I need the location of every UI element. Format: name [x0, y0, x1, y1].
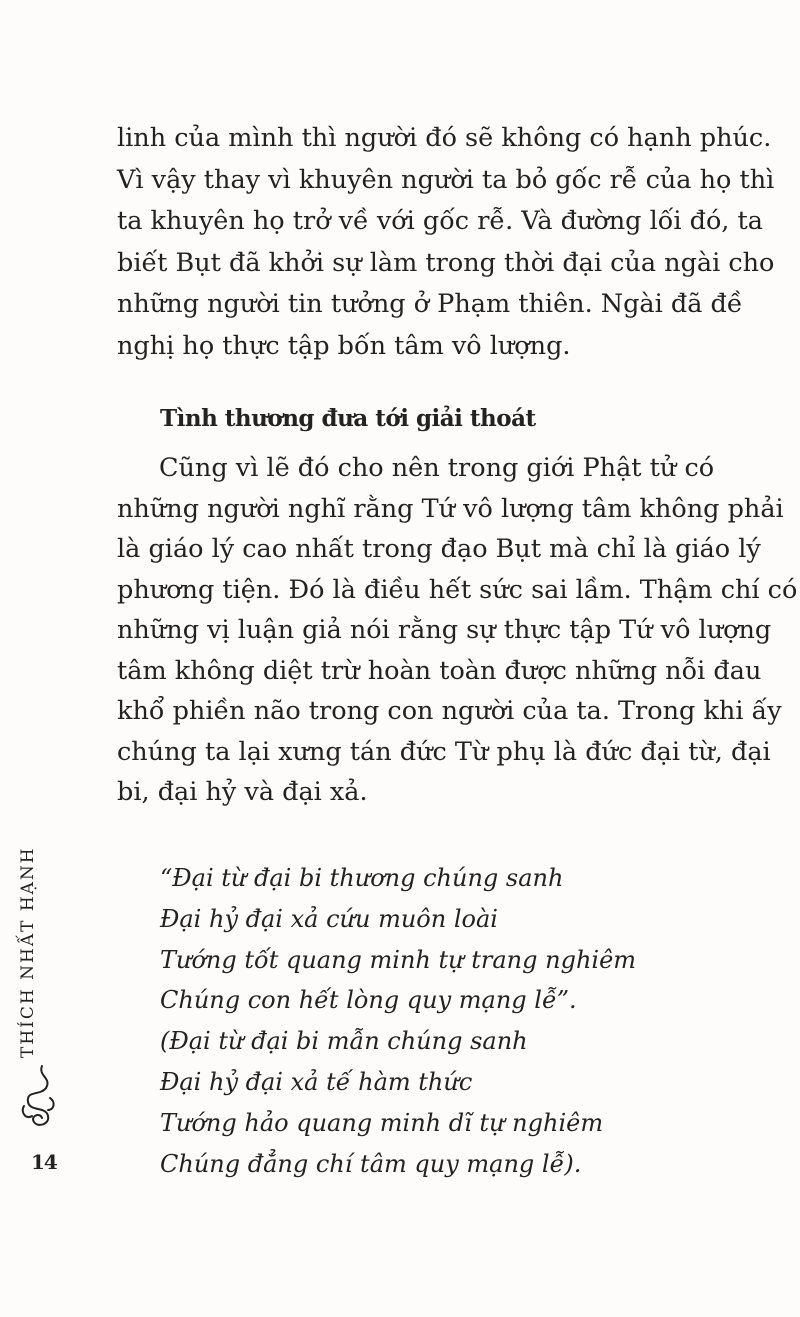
verse-line: “Đại từ đại bi thương chúng sanh: [160, 864, 564, 892]
body-paragraph-1: [117, 118, 775, 367]
verse-line: Tướng hảo quang minh dĩ tự nghiêm: [160, 1108, 604, 1137]
paragraph-line: phương tiện. Đó là điều hết sức sai lầm. Thậm chí có: [117, 574, 798, 605]
paragraph-line: là giáo lý cao nhất trong đạo Bụt mà chỉ là giáo lý: [117, 534, 761, 564]
verse-line: Đại hỷ đại xả cứu muôn loài: [160, 904, 498, 933]
page-number: 14: [31, 1150, 57, 1174]
paragraph-line: những người nghĩ rằng Tứ vô lượng tâm không phải: [117, 493, 784, 524]
cloud-ornament-icon: [18, 1062, 62, 1136]
running-title: THÍCH NHẤT HẠNH: [18, 846, 38, 1058]
paragraph-line: khổ phiền não trong con người của ta. Trong khi ấy: [117, 696, 782, 726]
paragraph-line: nghị họ thực tập bốn tâm vô lượng.: [117, 330, 571, 361]
paragraph-line: Cũng vì lẽ đó cho nên trong giới Phật tử có: [159, 453, 715, 483]
paragraph-line: chúng ta lại xưng tán đức Từ phụ là đức đại từ, đại: [117, 736, 771, 767]
paragraph-line: những vị luận giả nói rằng sự thực tập Tứ vô lượng: [117, 615, 772, 645]
paragraph-line: Vì vậy thay vì khuyên người ta bỏ gốc rễ của họ thì: [117, 164, 775, 195]
verse-line: (Đại từ đại bi mẫn chúng sanh: [160, 1027, 528, 1056]
verse-line: Chúng con hết lòng quy mạng lễ”.: [160, 986, 577, 1015]
paragraph-line: những người tin tưởng ở Phạm thiên. Ngài đã đề: [117, 289, 743, 319]
body-paragraph-2: [117, 448, 798, 813]
verse-block: [160, 858, 636, 1184]
paragraph-line: bi, đại hỷ và đại xả.: [117, 777, 368, 807]
paragraph-line: biết Bụt đã khởi sự làm trong thời đại của ngài cho: [117, 247, 775, 278]
verse-line: Chúng đẳng chí tâm quy mạng lễ).: [160, 1149, 582, 1178]
verse-line: Đại hỷ đại xả tế hàm thức: [160, 1067, 473, 1096]
paragraph-line: linh của mình thì người đó sẽ không có hạnh phúc.: [117, 123, 772, 153]
verse-line: Tướng tốt quang minh tự trang nghiêm: [160, 945, 637, 974]
section-heading: Tình thương đưa tới giải thoát: [160, 405, 536, 432]
paragraph-line: tâm không diệt trừ hoàn toàn được những nỗi đau: [117, 655, 762, 686]
paragraph-line: ta khuyên họ trở về với gốc rễ. Và đường lối đó, ta: [117, 206, 763, 236]
